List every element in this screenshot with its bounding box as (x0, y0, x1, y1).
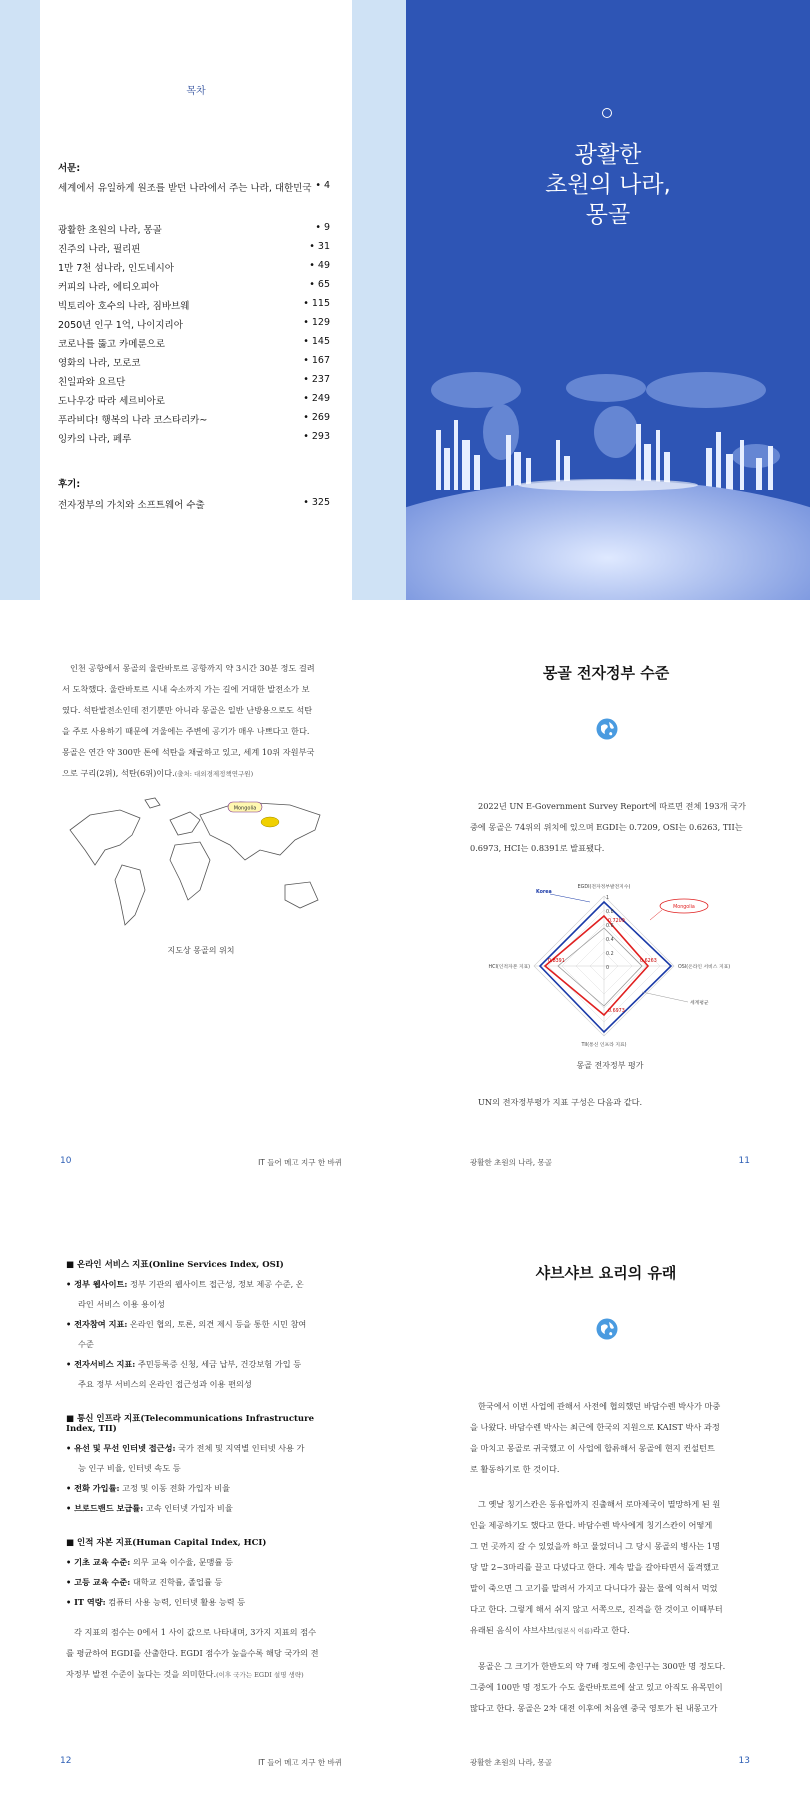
list-item: • 유선 및 무선 인터넷 접근성: 국가 전체 및 지역별 인터넷 사용 가 능 인구 비율, 인터넷 속도 등 (66, 1443, 305, 1473)
page-number-13: 13 (738, 1756, 750, 1766)
running-header-left: IT 들어 메고 지구 한 바퀴 (258, 1158, 342, 1167)
toc-entry[interactable]: 잉카의 나라, 페루 • 293 (58, 431, 330, 445)
legend-mongolia: Mongolia (673, 905, 695, 910)
list-item: • IT 역량: 컴퓨터 사용 능력, 인터넷 활용 능력 등 (66, 1597, 246, 1607)
axis-label-osi: OSI(온라인 서비스 지표) (678, 965, 731, 970)
list-item: • 전화 가입률: 고정 및 이동 전화 가입자 비율 (66, 1483, 231, 1493)
toc-entry[interactable]: 빅토리아 호수의 나라, 짐바브웨 • 115 (58, 298, 330, 312)
series-world-average (558, 928, 642, 1006)
page11-after: UN의 전자정부평가 지표 구성은 다음과 같다. (478, 1097, 643, 1107)
mongolia-marker (261, 817, 279, 827)
running-header-right: 광활한 초원의 나라, 몽골 (470, 1158, 552, 1167)
page10-paragraph: 인천 공항에서 몽골의 울란바토르 공항까지 약 3시간 30분 정도 걸려 서 도착했다. 울란바토르 시내 숙소까지 가는 길에 거대한 발전소가 보 였다. 석탄발전소인데 전기뿐만 아니라 몽골은 일반 난방용으로도 석탄 을 주로 사용하기 때문에 겨울에는 주변에 공기가 매우 나쁘다고 한다. 몽골은 연간 약 300만 톤에 석탄을 채굴하고 있고, 세계 10위 자원부국 으로 구리(2위), 석탄(6위)이다.(출처: 대외경제정책연구원) (62, 663, 315, 778)
tick-label: 0.2 (606, 952, 614, 957)
radar-chart (470, 880, 750, 1050)
toc-entry[interactable]: 도나우강 따라 세르비아로 • 249 (58, 393, 330, 407)
toc-right-margin (352, 0, 406, 600)
circle-icon (602, 108, 612, 118)
toc-preface-entry[interactable]: 세계에서 유일하게 원조를 받던 나라에서 주는 나라, 대한민국 • 4 (58, 180, 330, 194)
data-label: 0.8391 (548, 959, 565, 964)
map-caption: 지도상 몽골의 위치 (167, 946, 235, 955)
toc-epilogue-entry[interactable]: 전자정부의 가치와 소프트웨어 수출 • 325 (58, 497, 330, 511)
toc-page (40, 0, 352, 600)
toc-entry[interactable]: 2050년 인구 1억, 나이지리아 • 129 (58, 317, 330, 331)
page-number-10: 10 (60, 1156, 72, 1166)
axis-label-hci: HCI(인적자본 지표) (488, 965, 530, 970)
toc-entry[interactable]: 광활한 초원의 나라, 몽골 • 9 (58, 222, 330, 236)
chapter-cover (406, 0, 810, 600)
tick-label: 1 (606, 896, 610, 901)
page-number-11: 11 (738, 1156, 750, 1166)
page11-paragraph: 2022년 UN E-Government Survey Report에 따르면 전체 193개 국가 중에 몽골은 74위의 위치에 있으며 EGDI는 0.7209, OSI는 0.6263, TII는 0.6973, HCI는 0.8391로 발표됐다. (470, 801, 746, 853)
map-label-mongolia: Mongolia (233, 805, 257, 812)
toc-entry[interactable]: 푸라비다! 행복의 나라 코스타리카~ • 269 (58, 412, 330, 426)
globe-icon (596, 718, 618, 740)
toc-entry[interactable]: 1만 7천 섬나라, 인도네시아 • 49 (58, 260, 330, 274)
data-label: 0.6263 (640, 959, 657, 964)
world-map (60, 790, 342, 940)
page-number-12: 12 (60, 1756, 72, 1766)
tick-label: 0.6 (606, 924, 614, 929)
toc-epilogue-label: 후기: (58, 479, 81, 490)
data-label: 0.6973 (608, 1009, 625, 1014)
radar-caption: 몽골 전자정부 평가 (576, 1061, 644, 1070)
list-item: • 전자서비스 지표: 주민등록증 신청, 세금 납부, 건강보험 가입 등 주요 정부 서비스의 온라인 접근성과 이용 편의성 (66, 1359, 302, 1389)
page11-title: 몽골 전자정부 수준 (542, 664, 670, 682)
running-header-left: IT 들어 메고 지구 한 바퀴 (258, 1758, 342, 1767)
tii-heading: ■ 통신 인프라 지표(Telecommunications Infrastructure Index, TII) (66, 1414, 314, 1434)
toc-entry[interactable]: 친일파와 요르단 • 237 (58, 374, 330, 388)
tick-label: 0.8 (606, 910, 614, 915)
page13-para1: 한국에서 이번 사업에 관해서 사전에 협의했던 바담수렌 박사가 마중 을 나왔다. 바담수렌 박사는 최근에 한국의 지원으로 KAIST 박사 과정 을 마치고 몽골로 귀국했고 이 사업에 합류해서 몽골에 현지 컨설턴트 로 활동하기로 한 것이다. (470, 1401, 721, 1474)
tick-label: 0 (606, 966, 610, 971)
page13-para3: 몽골은 그 크기가 한반도의 약 7배 정도에 총인구는 300만 명 정도다. 그중에 100만 명 정도가 수도 울란바토르에 살고 있고 아직도 유목민이 많다고 한다. 몽골은 2차 대전 이후에 처음엔 중국 영토가 된 내몽고가 (470, 1661, 726, 1713)
legend-korea: Korea (536, 890, 552, 895)
osi-heading: ■ 온라인 서비스 지표(Online Services Index, OSI) (66, 1260, 284, 1270)
toc-preface-label: 서문: (58, 163, 81, 174)
tick-label: 0.4 (606, 938, 614, 943)
hci-heading: ■ 인적 자본 지표(Human Capital Index, HCI) (66, 1538, 267, 1548)
page12-content (66, 1258, 346, 1686)
list-item: • 전자참여 지표: 온라인 협의, 토론, 의견 제시 등을 통한 시민 참여 수준 (66, 1319, 307, 1349)
legend-world-average: 세계평균 (690, 1001, 709, 1006)
toc-title: 목차 (186, 86, 206, 97)
data-label: 0.7209 (608, 919, 625, 924)
toc-left-margin (0, 0, 40, 600)
axis-label-egdi: EGDI(전자정부발전지수) (577, 885, 631, 890)
toc-entry[interactable]: 커피의 나라, 에티오피아 • 65 (58, 279, 330, 293)
globe-icon (596, 1318, 618, 1340)
toc-entry[interactable]: 영화의 나라, 모로코 • 167 (58, 355, 330, 369)
page13-para2: 그 옛날 칭기스칸은 동유럽까지 진출해서 로마제국이 멸망하게 된 원 인을 제공하기도 했다고 한다. 바담수렌 박사에게 칭기스칸이 어떻게 그 먼 곳까지 갈 수 있었을까 하고 물었더니 그 당시 몽골의 병사는 1명 당 말 2~3마리를 끌고 다녔다고 한다. 계속 말을 갈아타면서 돌격했고 말이 죽으면 그 고기를 말려서 가지고 다니다가 끓는 물에 익혀서 먹었 다고 한다. 그렇게 해서 쉬지 않고 서쪽으로, 진격을 한 것이고 이때부터 유래된 음식이 샤브샤브(일본식 이름)라고 한다. (470, 1499, 723, 1635)
list-item: • 고등 교육 수준: 대학교 진학률, 졸업률 등 (66, 1577, 223, 1587)
page13-title: 샤브샤브 요리의 유래 (535, 1264, 677, 1282)
page13-text (470, 1396, 752, 1719)
list-item: • 기초 교육 수준: 의무 교육 이수율, 문맹률 등 (66, 1557, 233, 1567)
cover-title: 광활한 초원의 나라, 몽골 (545, 142, 671, 228)
axis-label-tii: TII(통신 인프라 지표) (581, 1043, 627, 1048)
world-skyline-illustration (406, 360, 810, 600)
toc-entry[interactable]: 코로나를 뚫고 카메룬으로 • 145 (58, 336, 330, 350)
list-item: • 브로드밴드 보급률: 고속 인터넷 가입자 비율 (66, 1503, 233, 1513)
list-item: • 정부 웹사이트: 정부 기관의 웹사이트 접근성, 정보 제공 수준, 온 라인 서비스 이용 용이성 (66, 1279, 304, 1309)
page12-closing: 각 지표의 점수는 0에서 1 사이 값으로 나타내며, 3가지 지표의 점수 를 평균하여 EGDI를 산출한다. EGDI 점수가 높을수록 해당 국가의 전 자정부 발전 수준이 높다는 것을 의미한다.(이후 국가는 EGDI 설명 생략) (66, 1627, 319, 1679)
source-note: (출처: 대외경제정책연구원) (174, 770, 254, 778)
toc-entry[interactable]: 진주의 나라, 필리핀 • 31 (58, 241, 330, 255)
running-header-right: 광활한 초원의 나라, 몽골 (470, 1758, 552, 1767)
